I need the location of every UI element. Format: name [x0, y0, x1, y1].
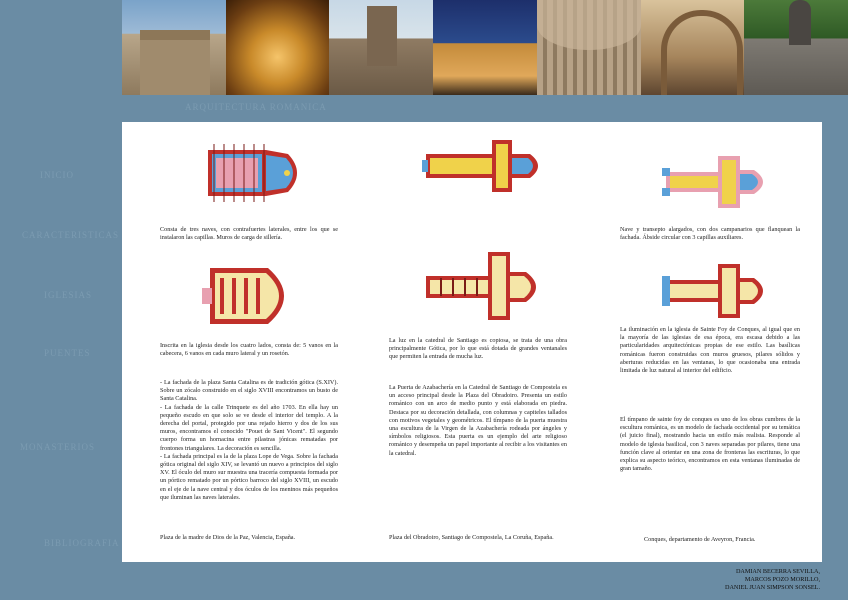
nav-side-bibliografia[interactable]: BIBLIOGRAFIA — [44, 538, 120, 548]
author-1: DAMIAN BECERRA SEVILLA, — [735, 568, 820, 575]
author-2: MARCOS POZO MORILLO, — [744, 576, 820, 583]
location-santiago: Plaza del Obradoiro, Santiago de Compostela, La Coruña, España. — [389, 534, 554, 541]
caption-conques-light: La iluminación en la iglesia de Sainte Foy de Conques, al igual que en la mayoría de las iglesias de esa época, era escasa debido a las particularidades arquitectónicas propias de ese estilo. Las basílicas románicas fueron construidas con muros gruesos, pilares sólidos y aberturas reducidas en las ventanas, lo que ocasionaba una entrada limitada de luz natural al interior del edificio. — [620, 326, 800, 375]
floor-plan-santiago-1 — [422, 138, 552, 194]
authors-block — [725, 568, 820, 592]
arches-interior-photo — [641, 0, 745, 95]
gilded-interior-photo — [226, 0, 330, 95]
text-valencia-line-1: - La fachada de la plaza Santa Catalina es de tradición gótica (S.XIV). Sobre un zócalo construido en el siglo XVIII encontramos un busto de Santa Catalina. — [160, 379, 338, 403]
text-valencia-line-2: - La fachada de la calle Trinquete es del año 1703. En ella hay un pequeño escudo en que solo se ve desde el interior del templo. A la derecha del portal, protegido por una rejado hierro y dos de los sus muros, encontramos el conocido "Pouet de Sant Vicent". El segundo cuerpo forma un hornacina entre pilastras jónicas rematadas por frontones triangulares. La decoración es sencilla. — [160, 403, 338, 452]
caption-valencia-structure: Consta de tres naves, con contrafuertes laterales, entre los que se instalaron las capillas. Muros de carga de sillería. — [160, 226, 338, 242]
nav-side-puentes[interactable]: PUENTES — [44, 348, 91, 358]
text-valencia-line-3: - La fachada principal es la de la plaza Lope de Vega. Sobre la fachada gótica original del siglo XIV, se levantó un nuevo a principios del siglo XV. El óculo del muro sur muestra una tracería compuesta formada por un pórtico rematado por un pórtico barroco del siglo XVIII, un escudo en el eje de la nave central y dos óculos de los meninos más pequeños que iluminan las naves laterales. — [160, 452, 338, 501]
caption-valencia-light: Inscrita en la iglesia desde los cuatro lados, consta de: 5 vanos en la cabecera, 6 vanos en cada muro lateral y un rosetón. — [160, 342, 338, 358]
floor-plan-conques-1 — [662, 152, 778, 212]
photo-strip — [122, 0, 848, 95]
floor-plan-valencia-1 — [202, 132, 312, 214]
content-panel — [122, 122, 822, 562]
nav-side-iglesias[interactable]: IGLESIAS — [44, 290, 92, 300]
text-santiago-azabacheria: La Puerta de Azabachería en la Catedral de Santiago de Compostela es un acceso principal desde la Plaza del Obradoiro. Presenta un estilo románico con un arco de medio punto y está elaborada en piedra. Destaca por su decoración detallada, con columnas y capiteles tallados con motivos vegetales y geométricos. El tímpano de la puerta muestra una escultura de la Virgen de la Azabachería rodeada por ángeles y símbolos religiosos. Esta puerta es un ejemplo del arte religioso románico y desempeña un papel importante al recibir a los visitantes en la catedral. — [389, 384, 567, 457]
tympanum-photo — [537, 0, 641, 95]
caption-conques-structure: Nave y transepto alargados, con dos campanarios que flanquean la fachada. Ábside circular con 3 capillas auxiliares. — [620, 226, 800, 242]
nav-side-inicio[interactable]: INICIO — [40, 170, 74, 180]
location-conques: Conques, departamento de Aveyron, Francia. — [644, 536, 756, 543]
text-conques-tympanum: El tímpano de sainte foy de conques es uno de los obras cumbres de la escultura románica, es un modelo de fachada occidental por su temática (el juicio final), mostrando hacia un estilo más realista. Responde al modelo de iglesia basilical, con 3 naves separadas por pilares, tiene una función clave al orientar en una zona de fronteras las escrituras, lo que explica su aspecto teórico, encontramos en esta ventanas iluminadas de gran tamaño. — [620, 416, 800, 473]
floor-plan-conques-2 — [662, 260, 778, 322]
text-valencia-facades — [160, 379, 338, 502]
nav-top-title[interactable]: ARQUITECTURA ROMANICA — [185, 102, 327, 112]
location-valencia: Plaza de la madre de Dios de la Paz, Valencia, España. — [160, 534, 296, 541]
romanesque-church-photo — [329, 0, 433, 95]
nav-side-monasterios[interactable]: MONASTERIOS — [20, 442, 96, 452]
caption-santiago-light: La luz en la catedral de Santiago es copiosa, se trata de una obra principalmente Gótica, por lo que está dotada de grandes ventanales que permiten la entrada de mucha luz. — [389, 337, 567, 361]
cathedral-night-photo — [433, 0, 537, 95]
nav-side-caracteristicas[interactable]: CARACTERISTICAS — [22, 230, 120, 240]
church-facade-photo — [122, 0, 226, 95]
village-church-photo — [744, 0, 848, 95]
floor-plan-santiago-2 — [422, 248, 552, 324]
author-3: DANIEL JUAN SIMPSON SONSEL. — [725, 584, 820, 591]
floor-plan-valencia-2 — [200, 258, 310, 334]
